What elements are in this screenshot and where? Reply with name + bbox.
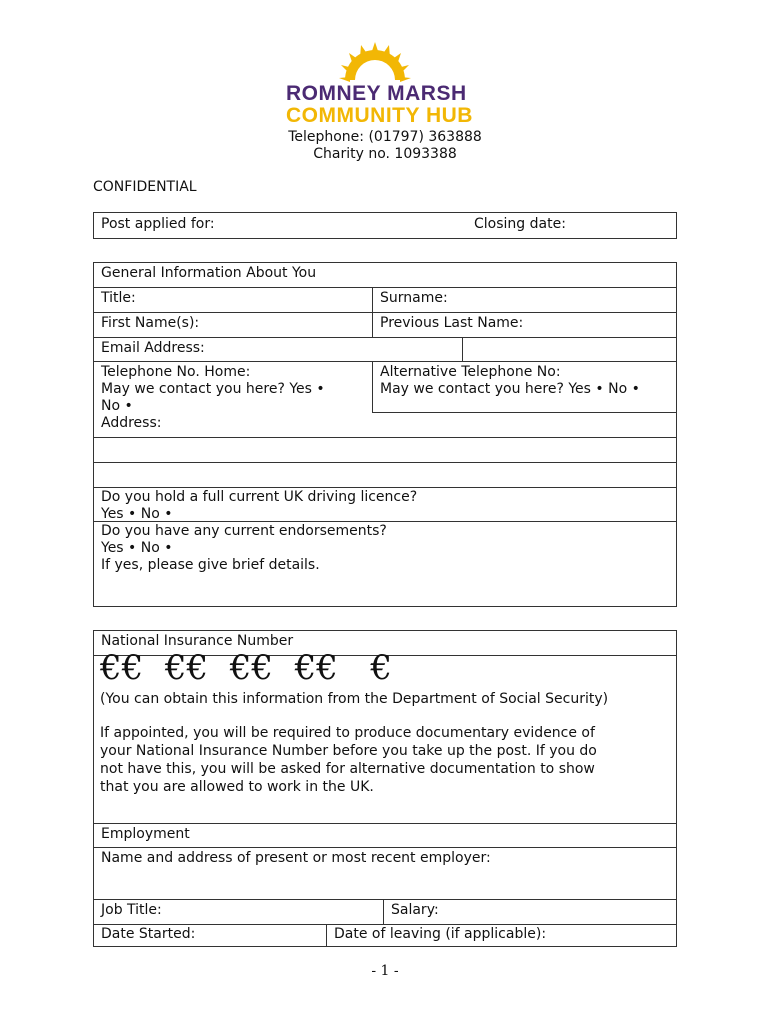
alt-telephone-label: Alternative Telephone No:	[380, 364, 561, 380]
driving-licence-question: Do you hold a full current UK driving licence?	[101, 489, 418, 505]
ni-para-line: not have this, you will be asked for alternative documentation to show	[100, 761, 595, 777]
driving-licence-section	[94, 487, 424, 525]
closing-date-label[interactable]: Closing date:	[474, 216, 566, 232]
org-name-line1: ROMNEY MARSH	[286, 82, 467, 105]
endorsement-details-label[interactable]: If yes, please give brief details.	[101, 557, 320, 573]
endorsements-answer[interactable]: Yes • No •	[101, 540, 173, 556]
general-info-table	[93, 262, 677, 607]
org-logo	[282, 40, 482, 130]
home-telephone-field[interactable]	[94, 362, 332, 417]
date-leaving-field[interactable]: Date of leaving (if applicable):	[334, 926, 547, 942]
date-started-field[interactable]: Date Started:	[101, 926, 196, 942]
address-field[interactable]: Address:	[101, 415, 162, 431]
post-applied-label[interactable]: Post applied for:	[101, 216, 215, 232]
endorsements-question: Do you have any current endorsements?	[101, 523, 387, 539]
driving-licence-answer[interactable]: Yes • No •	[101, 506, 173, 522]
ni-source-note: (You can obtain this information from the Department of Social Security)	[100, 691, 609, 707]
general-info-heading: General Information About You	[101, 265, 317, 281]
alt-telephone-field[interactable]	[373, 362, 647, 400]
salary-field[interactable]: Salary:	[391, 902, 439, 918]
telephone-line: Telephone: (01797) 363888	[288, 129, 482, 145]
confidential-label: CONFIDENTIAL	[93, 179, 197, 195]
employment-heading: Employment	[101, 826, 190, 842]
org-name-line2: COMMUNITY HUB	[286, 104, 473, 127]
home-telephone-label: Telephone No. Home:	[101, 364, 251, 380]
ni-number-boxes[interactable]: €€ €€ €€ €€ €	[100, 648, 392, 688]
alt-contact-consent[interactable]: May we contact you here? Yes • No •	[380, 381, 640, 397]
ni-para-line: your National Insurance Number before you take up the post. If you do	[100, 743, 597, 759]
post-applied-box	[93, 212, 677, 239]
ni-heading: National Insurance Number	[101, 633, 294, 649]
home-contact-consent[interactable]: May we contact you here? Yes •	[101, 381, 325, 397]
ni-evidence-paragraph	[100, 724, 670, 796]
charity-number: Charity no. 1093388	[313, 146, 457, 162]
home-contact-no[interactable]: No •	[101, 398, 133, 414]
ni-para-line: If appointed, you will be required to produce documentary evidence of	[100, 725, 595, 741]
title-field[interactable]: Title:	[101, 290, 136, 306]
sunflower-icon	[282, 40, 482, 84]
previous-last-name-field[interactable]: Previous Last Name:	[380, 315, 524, 331]
first-names-field[interactable]: First Name(s):	[101, 315, 200, 331]
employer-field[interactable]: Name and address of present or most recent employer:	[101, 850, 491, 866]
surname-field[interactable]: Surname:	[380, 290, 448, 306]
endorsements-section	[94, 521, 394, 576]
email-field[interactable]: Email Address:	[101, 340, 205, 356]
job-title-field[interactable]: Job Title:	[101, 902, 162, 918]
page-number: - 1 -	[371, 963, 399, 979]
ni-para-line: that you are allowed to work in the UK.	[100, 779, 374, 795]
